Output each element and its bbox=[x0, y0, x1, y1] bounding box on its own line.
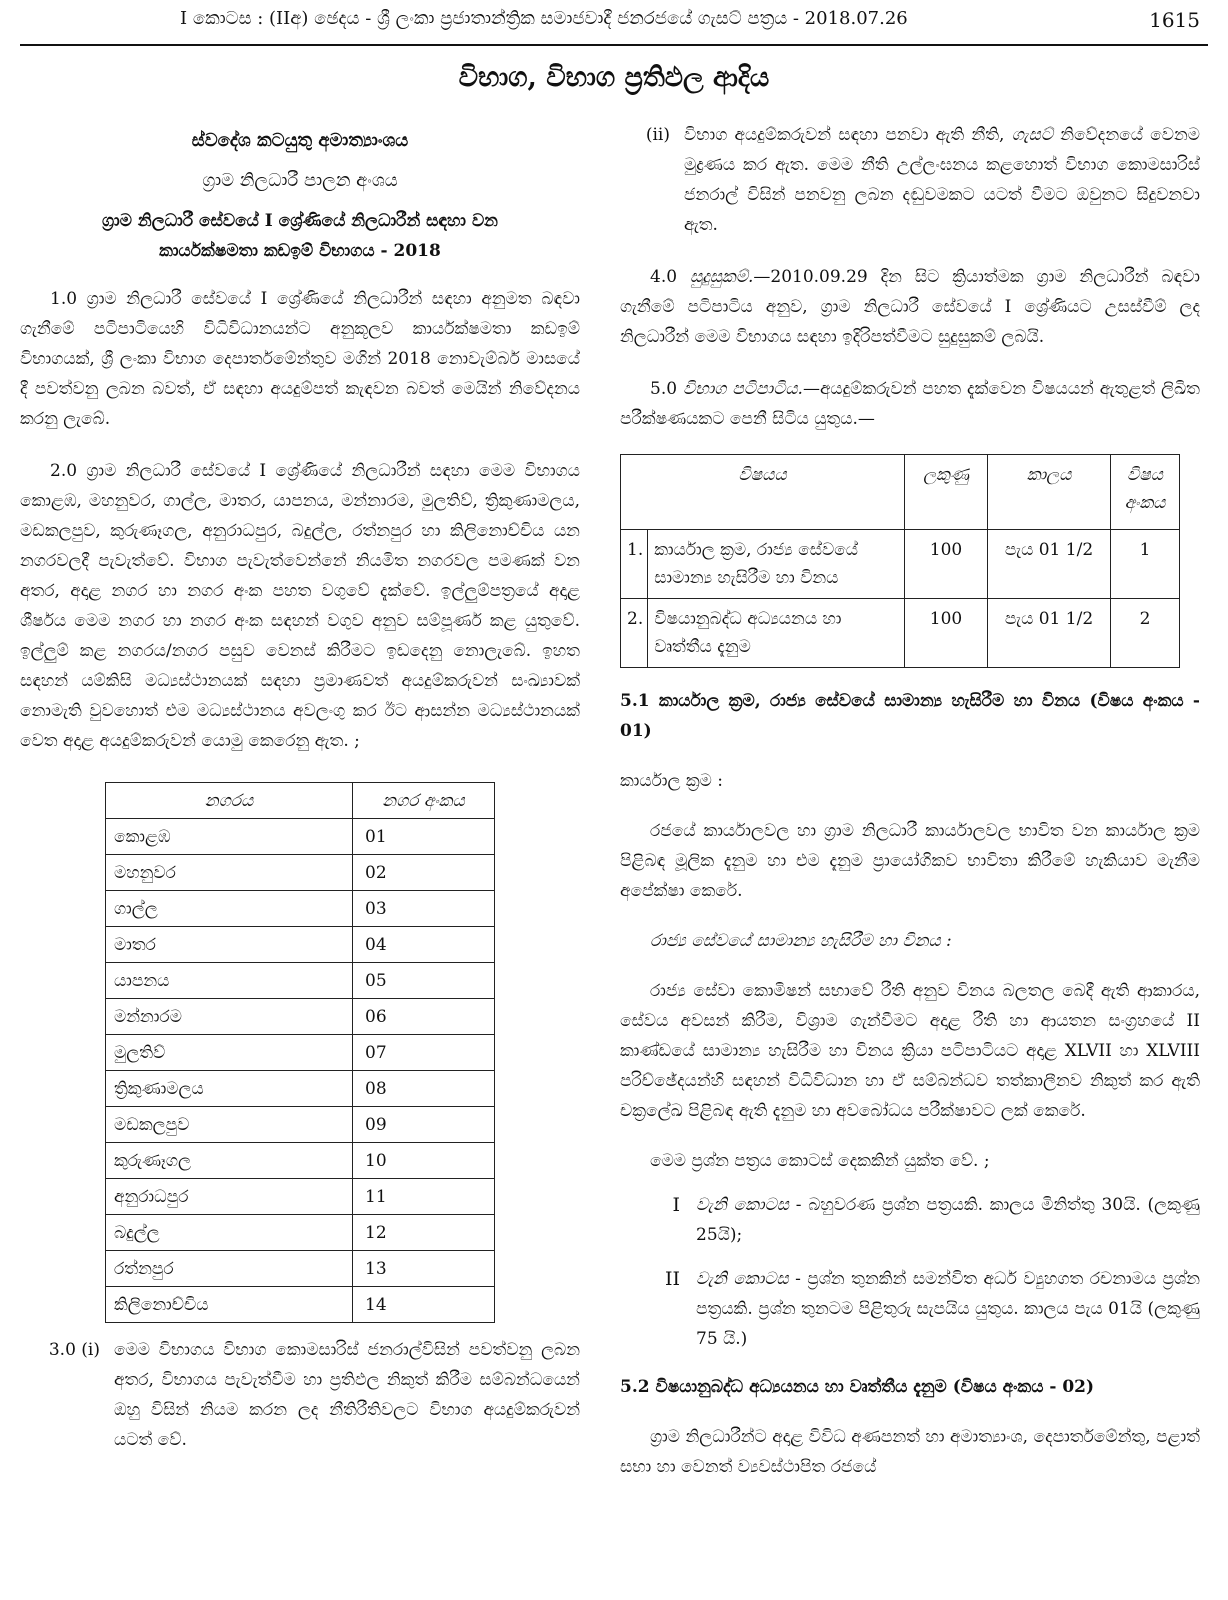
paragraph-1: 1.0 ග්‍රාම නිලධාරී සේවයේ I ශ්‍රේණියේ නිලධාරීන් සඳහා අනුමත බඳවා ගැනීමේ පටිපාටියෙහි විධිවිධානයන්ට අනුකූලව කාර්යක්ෂමතා කඩඉම් විභාගයක්, ශ්‍රී ලංකා විභාග දෙපාර්තමේන්තුව මගින් 2018 නොවැම්බර් මාසයේ දී පවත්වනු ලබන බවත්, ඒ සඳහා අයදුම්පත් කැඳවන බවත් මෙයින් නිවේදනය කරනු ලැබේ. bbox=[20, 289, 580, 429]
conduct-label: රාජ්‍ය සේවයේ සාමාන්‍ය හැසිරීම හා විනය : bbox=[650, 931, 952, 951]
part-1 bbox=[620, 1190, 1200, 1250]
part-1-label: I bbox=[672, 1194, 680, 1216]
city-table-row bbox=[106, 1215, 495, 1251]
city-table-row bbox=[106, 819, 495, 855]
subject-header: විෂයය bbox=[621, 455, 905, 530]
paragraph-3-text: මෙම විභාගය විභාග කොමසාරිස් ජනරාල්විසින් පවත්වනු ලබන අතර, විභාගය පැවැත්වීම හා ප්‍රතිඵල නිකුත් කිරීම සම්බන්ධයෙන් ඔහු විසින් නියම කරන ලද නීතිරීතිවලට විභාග අයදුම්කරුවන් යටත් වේ. bbox=[114, 1340, 580, 1450]
subject-name-cell: විෂයානුබද්ධ අධ්‍යයනය හා වෘත්තීය දැනුම bbox=[648, 599, 905, 668]
subject-marks-cell: 100 bbox=[905, 599, 988, 668]
city-number-cell: 10 bbox=[353, 1143, 495, 1179]
subject-code-header: විෂය අංකය bbox=[1111, 455, 1180, 530]
city-name-cell: මන්නාරම bbox=[106, 999, 353, 1035]
paper-parts-text: මෙම ප්‍රශ්න පත්‍රය කොටස් දෙකකින් යුක්ත වේ. ; bbox=[650, 1151, 990, 1171]
city-number-cell: 04 bbox=[353, 927, 495, 963]
section-title: විභාග, විභාග ප්‍රතිඵල ආදිය bbox=[458, 62, 770, 93]
time-header: කාලය bbox=[988, 455, 1111, 530]
city-table bbox=[105, 782, 495, 1323]
subject-time-cell: පැය 01 1/2 bbox=[988, 599, 1111, 668]
part-2-text: වැනි කොටස - ප්‍රශ්න තුනකින් සමන්විත අර්ධ ව්‍යුහගත රචනාමය ප්‍රශ්න පත්‍රයකි. ප්‍රශ්න තුනටම පිළිතුරු සැපයිය යුතුය. කාලය පැය 01යි (ලකුණු 75 යි.) bbox=[696, 1269, 1201, 1349]
office-methods-text: රජයේ කාර්යාලවල හා ග්‍රාම නිලධාරී කාර්යාලවල භාවිත වන කාර්යාල ක්‍රම පිළිබඳ මූලික දැනුම හා එම දැනුම ප්‍රායෝගිකව භාවිතා කිරීමේ හැකියාව මැනීම අපේක්ෂා කෙරේ. bbox=[620, 821, 1200, 901]
exam-title-line-2: කාර්යක්ෂමතා කඩඉම් විභාගය - 2018 bbox=[159, 241, 441, 261]
city-table-row bbox=[106, 1071, 495, 1107]
paragraph-3-ii bbox=[620, 120, 1200, 240]
city-table-row bbox=[106, 963, 495, 999]
city-table-row bbox=[106, 1107, 495, 1143]
paragraph-4: 4.0 සුදුසුකම්.—2010.09.29 දින සිට ක්‍රියාත්මක ග්‍රාම නිලධාරීන් බඳවා ගැනීමේ පටිපාටිය අනුව, ග්‍රාම නිලධාරී සේවයේ I ශ්‍රේණියට උසස්වීම් ලද නිලධාරීන් මෙම විභාගය සඳහා ඉදිරිපත්වීමට සුදුසුකම් ලබයි. bbox=[620, 267, 1200, 347]
left-column bbox=[20, 120, 580, 1455]
marks-header: ලකුණු bbox=[905, 455, 988, 530]
paragraph-3-ii-text: විභාග අයදුම්කරුවන් සඳහා පනවා ඇති නීති, ගැසට් නිවේදනයේ වෙනම මුද්‍රණය කර ඇත. මෙම නීති උල්ලංඝනය කළහොත් විභාග කොමසාරිස් ජනරාල් විසින් පනවනු ලබන දඬුවමකට යටත් වීමට ඔවුනට සිදුවනවා ඇත. bbox=[684, 125, 1200, 235]
city-table-row bbox=[106, 1143, 495, 1179]
city-name-cell: කුරුණෑගල bbox=[106, 1143, 353, 1179]
city-name-cell: කොළඹ bbox=[106, 819, 353, 855]
office-methods-label: කාර්යාල ක්‍රම : bbox=[620, 771, 724, 791]
city-table-row bbox=[106, 1287, 495, 1323]
subject-table bbox=[620, 454, 1180, 668]
city-number-cell: 06 bbox=[353, 999, 495, 1035]
city-header: නගරය bbox=[106, 783, 353, 819]
city-name-cell: අනුරාධපුර bbox=[106, 1179, 353, 1215]
subject-code-cell: 1 bbox=[1111, 530, 1180, 599]
city-name-cell: මාතර bbox=[106, 927, 353, 963]
city-name-cell: රත්නපුර bbox=[106, 1251, 353, 1287]
city-name-cell: ත්‍රිකුණාමලය bbox=[106, 1071, 353, 1107]
paragraph-last: ග්‍රාම නිලධාරීන්ට අදාළ විවිධ අණපනත් හා අමාත්‍යාංශ, දෙපාර්තමේන්තු, පළාත් සභා හා වෙනත් ව්‍යවස්ථාපිත රජයේ bbox=[620, 1427, 1200, 1477]
subject-table-row bbox=[621, 530, 1180, 599]
subject-serial-cell: 1. bbox=[621, 530, 648, 599]
subject-table-row bbox=[621, 599, 1180, 668]
right-column bbox=[620, 120, 1200, 1482]
city-table-row bbox=[106, 855, 495, 891]
subject-table-header bbox=[621, 455, 1180, 530]
city-number-cell: 01 bbox=[353, 819, 495, 855]
exam-title-line-1: ග්‍රාම නිලධාරී සේවයේ I ශ්‍රේණියේ නිලධාරීන් සඳහා වන bbox=[102, 211, 498, 231]
section-5-1-heading: 5.1 කාර්යාල ක්‍රම, රාජ්‍ය සේවයේ සාමාන්‍ය හැසිරීම හා විනය (විෂය අංකය - 01) bbox=[620, 691, 1200, 741]
city-table-header bbox=[106, 783, 495, 819]
city-table-row bbox=[106, 927, 495, 963]
city-number-cell: 03 bbox=[353, 891, 495, 927]
running-head: I කොටස : (IIඅ) ඡෙදය - ශ්‍රී ලංකා ප්‍රජාතාන්ත්‍රික සමාජවාදී ජනරජයේ ගැසට් පත්‍රය - 2018.07.26 bbox=[180, 8, 908, 29]
paragraph-3-ii-label: (ii) bbox=[645, 125, 670, 145]
city-table-row bbox=[106, 999, 495, 1035]
paragraph-2: 2.0 ග්‍රාම නිලධාරී සේවයේ I ශ්‍රේණියේ නිලධාරීන් සඳහා මෙම විභාගය කොළඹ, මහනුවර, ගාල්ල, මාතර, යාපනය, මන්නාරම, මුලතිව්, ත්‍රිකුණාමලය, මඩකලපුව, කුරුණෑගල, අනුරාධපුර, බදුල්ල, රත්නපුර හා කිලිනොච්චිය යන නගරවලදී පැවැත්වේ. විභාග පැවැත්වෙන්නේ නියමිත නගරවල පමණක් වන අතර, අදාළ නගර හා නගර අංක පහත වගුවේ දැක්වේ. ඉල්ලුම්පත්‍රයේ අදාළ ශීර්ෂය මෙම නගර හා නගර අංක සඳහන් වගුව අනුව සම්පූර්ණ කළ යුතුවේ. ඉල්ලුම් කළ නගරය/නගර පසුව වෙනස් කිරීමට ඉඩදෙනු නොලැබේ. ඉහත සඳහන් යම්කිසි මධ්‍යස්ථානයක් සඳහා ප්‍රමාණවත් අයදුම්කරුවන් සංඛ්‍යාවක් නොමැති වුවහොත් එම මධ්‍යස්ථානය අවලංගු කර ඊට ආසන්න මධ්‍යස්ථානයක් වෙත අදාළ අයදුම්කරුවන් යොමු කෙරෙනු ඇත. ; bbox=[20, 461, 580, 751]
subject-marks-cell: 100 bbox=[905, 530, 988, 599]
city-number-cell: 11 bbox=[353, 1179, 495, 1215]
ministry-name: ස්වදේශ කටයුතු අමාත්‍යාංශය bbox=[191, 130, 409, 151]
section-5-2-heading: 5.2 විෂයානුබද්ධ අධ්‍යයනය හා වෘත්තීය දැනුම (විෂය අංකය - 02) bbox=[620, 1377, 1095, 1397]
paragraph-5: 5.0 විභාග පටිපාටිය.—අයදුම්කරුවන් පහත දැක්වෙන විෂයයන් ඇතුළත් ලිඛිත පරීක්ෂණයකට පෙනී සිටිය යුතුය.— bbox=[620, 379, 1200, 429]
division-name: ග්‍රාම නිලධාරී පාලන අංශය bbox=[202, 170, 398, 191]
subject-name-cell: කාර්යාල ක්‍රම, රාජ්‍ය සේවයේ සාමාන්‍ය හැසිරීම හා විනය bbox=[648, 530, 905, 599]
paragraph-3-label: 3.0 (i) bbox=[48, 1340, 100, 1360]
city-table-row bbox=[106, 1035, 495, 1071]
city-name-cell: ගාල්ල bbox=[106, 891, 353, 927]
city-name-cell: මහනුවර bbox=[106, 855, 353, 891]
city-table-row bbox=[106, 891, 495, 927]
city-number-cell: 07 bbox=[353, 1035, 495, 1071]
city-number-cell: 02 bbox=[353, 855, 495, 891]
city-table-row bbox=[106, 1251, 495, 1287]
city-name-cell: බදුල්ල bbox=[106, 1215, 353, 1251]
paragraph-3-i bbox=[20, 1335, 580, 1455]
conduct-text: රාජ්‍ය සේවා කොමිෂන් සභාවේ රීති අනුව විනය බලතල බෙදී ඇති ආකාරය, සේවය අවසන් කිරීම, විශ්‍රාම ගැන්වීමට අදාළ රීති හා ආයතන සංග්‍රහයේ II කාණ්ඩයේ සාමාන්‍ය හැසිරීම හා විනය ක්‍රියා පටිපාටියට අදාළ XLVII හා XLVIII පරිච්ඡේදයන්හි සඳහන් විධිවිධාන හා ඒ සම්බන්ධව තත්කාලීනව නිකුත් කර ඇති චක්‍රලේඛ පිළිබඳ ඇති දැනුම හා අවබෝධය පරීක්ෂාවට ලක් කෙරේ. bbox=[620, 981, 1200, 1121]
city-number-header: නගර අංකය bbox=[353, 783, 495, 819]
part-2 bbox=[620, 1264, 1200, 1354]
part-1-text: වැනි කොටස - බහුවරණ ප්‍රශ්න පත්‍රයකි. කාලය මිනිත්තු 30යි. (ලකුණු 25යි); bbox=[696, 1195, 1201, 1245]
city-name-cell: මුලතිව් bbox=[106, 1035, 353, 1071]
city-name-cell: මඩකලපුව bbox=[106, 1107, 353, 1143]
city-table-row bbox=[106, 1179, 495, 1215]
header-rule bbox=[20, 44, 1208, 46]
city-number-cell: 05 bbox=[353, 963, 495, 999]
city-number-cell: 09 bbox=[353, 1107, 495, 1143]
city-name-cell: යාපනය bbox=[106, 963, 353, 999]
city-name-cell: කිලිනොච්චිය bbox=[106, 1287, 353, 1323]
city-number-cell: 08 bbox=[353, 1071, 495, 1107]
subject-code-cell: 2 bbox=[1111, 599, 1180, 668]
city-number-cell: 12 bbox=[353, 1215, 495, 1251]
part-2-label: II bbox=[664, 1268, 680, 1290]
city-number-cell: 14 bbox=[353, 1287, 495, 1323]
page-number: 1615 bbox=[1149, 8, 1200, 32]
city-number-cell: 13 bbox=[353, 1251, 495, 1287]
subject-time-cell: පැය 01 1/2 bbox=[988, 530, 1111, 599]
subject-serial-cell: 2. bbox=[621, 599, 648, 668]
